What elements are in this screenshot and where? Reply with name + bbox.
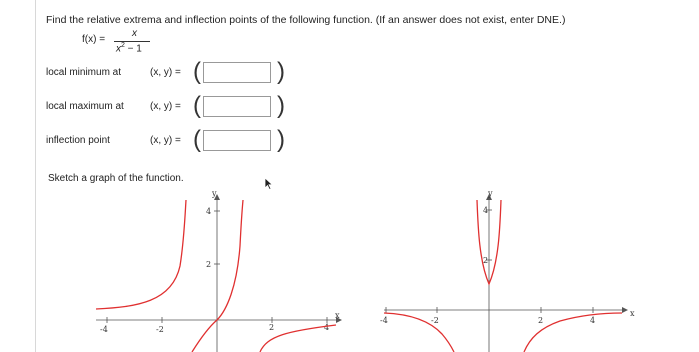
y-axis-label: y [212,189,217,198]
x-tick-label: 2 [269,323,275,332]
local-minimum-input[interactable] [203,62,271,83]
x-axis-label: x [630,309,635,318]
local-maximum-label: local maximum at [46,101,124,112]
x-tick-label: 4 [324,323,330,332]
function-lhs: f(x) = [82,34,106,45]
sketch-prompt: Sketch a graph of the function. [48,173,184,184]
x-tick-label: 4 [590,316,596,325]
coords-label: (x, y) = [150,135,181,146]
graph-option-1[interactable] [92,186,354,352]
close-paren: ) [277,126,285,153]
x-tick-label: 2 [538,316,544,325]
function-numerator: x [132,28,137,39]
curve-left-branch [96,200,186,309]
open-paren: ( [193,92,201,119]
local-minimum-label: local minimum at [46,67,122,78]
y-tick-label: 2 [206,260,212,269]
left-border [35,0,36,352]
curve-middle-branch [192,200,243,352]
x-axis-label: x [335,311,340,320]
close-paren: ) [277,58,285,85]
coords-label: (x, y) = [150,67,181,78]
x-tick-label: -2 [431,316,439,325]
close-paren: ) [277,92,285,119]
coords-label: (x, y) = [150,101,181,112]
x-axis-arrow-icon [622,307,628,313]
y-tick-label: 4 [483,206,489,215]
open-paren: ( [193,126,201,153]
y-tick-label: 4 [206,207,212,216]
x-tick-label: -4 [380,316,388,325]
y-axis-label: y [488,189,493,198]
open-paren: ( [193,58,201,85]
inflection-point-input[interactable] [203,130,271,151]
local-maximum-input[interactable] [203,96,271,117]
x-tick-label: -4 [100,325,108,334]
y-tick-label: 2 [483,256,489,265]
inflection-point-label: inflection point [46,135,110,146]
x-tick-label: -2 [156,325,164,334]
function-denominator: $x^2 - 1$ [116,42,142,55]
graph-option-2[interactable] [380,186,642,352]
curve-left-branch [384,313,454,352]
question-text: Find the relative extrema and inflection points of the following function. (If an answer does not exist, enter DNE.) [46,14,566,26]
